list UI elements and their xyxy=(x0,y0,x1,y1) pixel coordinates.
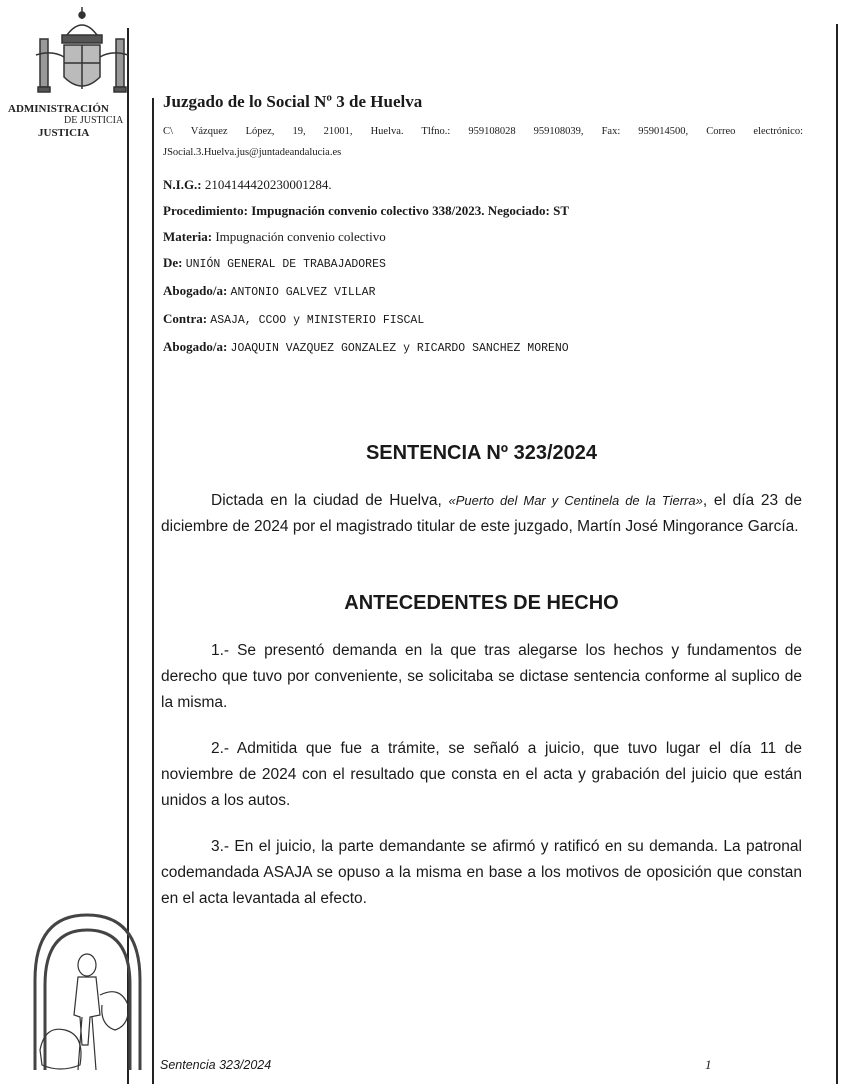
paragraph-3-block xyxy=(161,834,802,912)
paragraph-1-block xyxy=(161,638,802,716)
materia-field xyxy=(163,227,803,246)
field-value: ANTONIO GALVEZ VILLAR xyxy=(230,286,376,299)
field-value: JOAQUIN VAZQUEZ GONZALEZ y RICARDO SANCHEZ MORENO xyxy=(230,342,569,355)
intro-text: Dictada en la ciudad de Huelva, xyxy=(211,492,449,509)
intro-paragraph xyxy=(161,488,802,540)
right-margin-rule xyxy=(836,24,838,1084)
intro-paragraph-block xyxy=(161,488,802,540)
field-label: De: xyxy=(163,255,183,270)
court-header xyxy=(163,92,803,358)
sentence-title: SENTENCIA Nº 323/2024 xyxy=(365,442,598,464)
field-label: Procedimiento: xyxy=(163,203,248,218)
demandante-field xyxy=(163,253,803,274)
abogado-demandado-field xyxy=(163,337,803,358)
inner-margin-rule xyxy=(152,98,154,1084)
admin-label-line1: ADMINISTRACIÓN xyxy=(8,103,109,115)
field-value: ASAJA, CCOO y MINISTERIO FISCAL xyxy=(210,314,425,327)
coat-of-arms-icon xyxy=(22,5,142,100)
field-label: N.I.G.: xyxy=(163,177,202,192)
footer-document-ref: Sentencia 323/2024 xyxy=(160,1058,272,1072)
paragraph-2-block xyxy=(161,736,802,814)
field-label: Abogado/a: xyxy=(163,283,228,298)
demandado-field xyxy=(163,309,803,330)
field-value: Impugnación convenio colectivo xyxy=(215,229,386,244)
section-title: ANTECEDENTES DE HECHO xyxy=(344,592,619,614)
nig-field xyxy=(163,175,803,194)
paragraph-3: 3.- En el juicio, la parte demandante se afirmó y ratificó en su demanda. La patronal codemandada ASAJA se opuso a la misma en base a los motivos de oposición que constan en el acta levantada al efecto. xyxy=(161,838,802,907)
abogado-demandante-field xyxy=(163,281,803,302)
field-label: Materia: xyxy=(163,229,213,244)
court-address: C\ Vázquez López, 19, 21001, Huelva. Tlfno.: 959108028 959108039, Fax: 959014500, Correo electrónico: JSocial.3.Huelva.jus@juntadeandalucia.es xyxy=(163,126,803,158)
admin-label-line2: DE JUSTICIA xyxy=(64,115,124,126)
paragraph-1: 1.- Se presentó demanda en la que tras alegarse los hechos y fundamentos de derecho que tuvo por conveniente, se solicitaba se dictase sentencia conforme al suplico de la misma. xyxy=(161,642,802,711)
junta-andalucia-logo-icon xyxy=(30,905,145,1075)
field-value: 2104144420230001284. xyxy=(204,177,332,192)
field-value: Impugnación convenio colectivo 338/2023. Negociado: ST xyxy=(251,203,569,218)
court-title: Juzgado de lo Social Nº 3 de Huelva xyxy=(163,92,423,111)
city-motto: «Puerto del Mar y Centinela de la Tierra» xyxy=(448,493,703,508)
field-label: Abogado/a: xyxy=(163,339,228,354)
page-number: 1 xyxy=(705,1057,712,1072)
procedimiento-field xyxy=(163,201,803,220)
admin-label-line3: JUSTICIA xyxy=(38,127,90,139)
paragraph-2: 2.- Admitida que fue a trámite, se señaló a juicio, que tuvo lugar el día 11 de noviembre de 2024 con el resultado que consta en el acta y grabación del juicio que están unidos a los autos. xyxy=(161,740,802,809)
intro-text-end: , el día 23 de diciembre de 2024 por el magistrado titular de este juzgado, Martín José Mingorance García. xyxy=(161,492,803,535)
field-value: UNIÓN GENERAL DE TRABAJADORES xyxy=(185,258,386,271)
field-label: Contra: xyxy=(163,311,208,326)
administration-label xyxy=(8,103,148,139)
